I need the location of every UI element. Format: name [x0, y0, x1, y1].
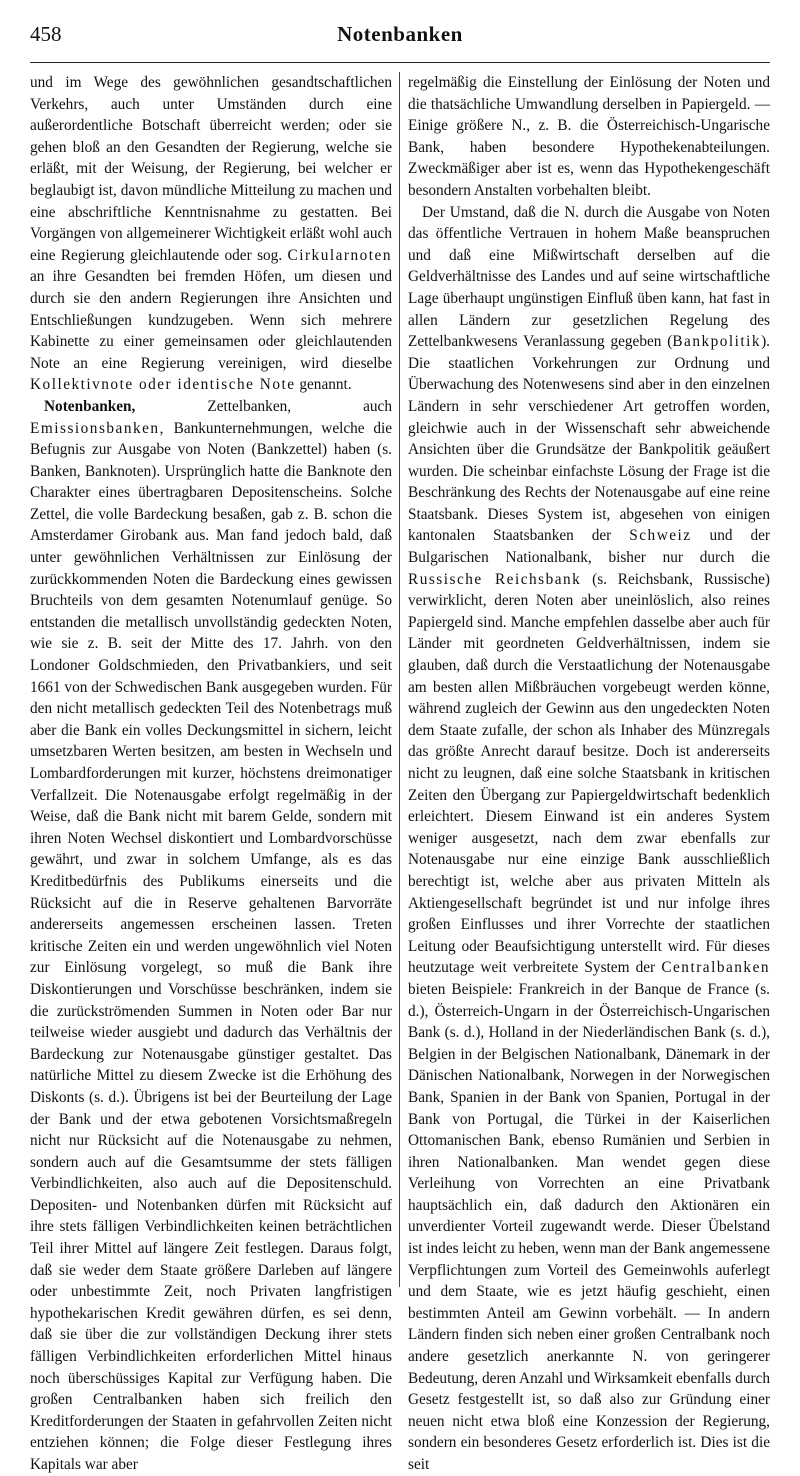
term-kollektivnote: Kollektivnote oder identische Note	[30, 376, 296, 394]
entry-notenbanken	[30, 396, 392, 1476]
text-segment: Bankunternehmungen, welche die Befugnis zur Ausgabe von Noten (Bankzettel) haben (s. Banken, Banknoten). Ursprünglich hatte die Banknote den Charakter eines übertragbaren Depositenscheins. Solche Zettel, die volle Bardeckung besaßen, gab z. B. schon die Amsterdamer Girobank aus. Man fand jedoch bald, daß unter gewöhnlichen Verhältnissen zur Einlösung der zurückkommenden Noten die Bardeckung eines gewissen Bruchteils von dem gesamten Notenumlauf genüge. So entstanden die metallisch unvollständig gedeckten Noten, wie sie z. B. seit der Mitte des 17. Jahrh. von den Londoner Goldschmieden, den Privatbankiers, und seit 1661 von der Schwedischen Bank ausgegeben wurden. Für den nicht metallisch gedeckten Teil des Notenbetrags muß aber die Bank ein volles Deckungsmittel in sichern, leicht umsetzbaren Werten besitzen, am besten in Wechseln und Lombardforderungen mit kurzer, höchstens dreimonatiger Verfallzeit. Die Notenausgabe erfolgt regelmäßig in der Weise, daß die Bank nicht mit barem Gelde, sondern mit ihren Noten Wechsel diskontiert und Lombardvorschüsse gewährt, und zwar in solchem Umfange, als es das Kreditbedürfnis des Publikums einerseits und die Rücksicht auf die in Reserve gehaltenen Barvorräte andererseits angemessen erscheinen lassen. Treten kritische Zeiten ein und werden ungewöhnlich viel Noten zur Einlösung vorgelegt, so muß die Bank ihre Diskontierungen und Vorschüsse beschränken, indem sie die zurückströmenden Summen in Noten oder Bar nur teilweise wieder ausgiebt und dadurch das Verhältnis der Bardeckung zur Notenausgabe günstiger gestaltet. Das natürliche Mittel zu diesem Zwecke ist die Erhöhung des Diskonts (s. d.). Übrigens ist bei der Beurteilung der Lage der Bank und der etwa gebotenen Vorsichtsmaßregeln nicht nur Rücksicht auf die Notenausgabe zu nehmen, sondern auch auf die Gesamtsumme der stets fälligen Verbindlichkeiten, also auch auf die Depositenschuld. Depositen- und Notenbanken dürfen mit Rücksicht auf ihre stets fälligen Verbindlichkeiten keinen beträchtlichen Teil ihrer Mittel auf längere Zeit festlegen. Daraus folgt, daß sie weder dem Staate größere Darleben auf längere oder unbestimmte Zeit, noch Privaten langfristigen hypothekarischen Kredit gewähren dürfen, es sei denn, daß sie über die zur vollständigen Deckung ihrer stets fälligen Verbindlichkeiten erforderlichen Mittel hinaus noch überschüssiges Kapital zur Verfügung haben. Die großen Centralbanken haben sich freilich den Kreditforderungen der Staaten in gefahrvollen Zeiten nicht entziehen können; die Folge dieser Festlegung ihres Kapitals war aber	[30, 419, 393, 1473]
text-segment: an ihre Gesandten bei fremden Höfen, um diesen und durch sie den andern Regierungen ihre Ansichten und Entschließungen kundzugeben. Wenn sich mehrere Kabinette zu einer gemeinsamen oder gleichlautenden Note an eine Regierung vereinigen, wird dieselbe	[30, 268, 392, 372]
page-header	[30, 22, 770, 52]
page-number: 458	[30, 22, 62, 46]
text-segment: (s. Reichsbank, Russische) verwirklicht, deren Noten aber uneinlöslich, also reines Papiergeld sind. Manche empfehlen dasselbe aber auch für Länder mit geordneten Geldverhältnissen, indem sie glauben, daß durch die Verstaatlichung der Notenausgabe am besten allen Mißbräuchen vorgebeugt werden könne, während zugleich der Gewinn aus den ungedeckten Noten dem Staate zufalle, der schon als Inhaber des Münzregals das größte Anrecht darauf besitze. Doch ist andererseits nicht zu leugnen, daß eine solche Staatsbank in kritischen Zeiten den Übergang zur Papiergeldwirtschaft bedenklich erleichtert. Diesem Einwand ist ein anderes System weniger ausgesetzt, nach dem zwar ebenfalls zur Notenausgabe nur eine einzige Bank ausschließlich berechtigt ist, welche aber aus privaten Mitteln als Aktiengesellschaft begründet ist und nur infolge ihres großen Einflusses und ihrer Vorrechte der staatlichen Leitung oder Beaufsichtigung unterstellt wird. Für dieses heutzutage weit verbreitete System der	[408, 570, 770, 977]
right-column	[408, 72, 770, 1476]
running-title: Notenbanken	[337, 22, 463, 46]
term-centralbanken: Centralbanken	[661, 959, 771, 977]
header-rule	[30, 62, 770, 63]
text-segment: bieten Beispiele: Frankreich in der Banque de France (s. d.), Österreich-Ungarn in der Österreichisch-Ungarischen Bank (s. d.), Holland in der Niederländischen Bank (s. d.), Belgien in der Belgischen Nationalbank, Dänemark in der Dänischen Nationalbank, Norwegen in der Norwegischen Bank, Spanien in der Bank von Spanien, Portugal in der Bank von Portugal, die Türkei in der Kaiserlichen Ottomanischen Bank, ebenso Rumänien und Serbien in ihren Nationalbanken. Man wendet gegen diese Verleihung von Vorrechten an eine Privatbank hauptsächlich ein, daß dadurch den Aktionären ein unverdienter Vorteil zugewandt werde. Dieser Übelstand ist indes leicht zu heben, wenn man der Bank angemessene Verpflichtungen zum Vorteil des Gemeinwohls auferlegt und dem Staate, wie es jetzt häufig geschieht, einen bestimmten Anteil am Gewinn vorbehält. — In andern Ländern finden sich neben einer großen Centralbank noch andere gesetzlich anerkannte N. von geringerer Bedeutung, deren Anzahl und Wirksamkeit ebenfalls durch Gesetz festgestellt ist, so daß also zur Gründung einer neuen nicht etwa bloß eine Konzession der Regierung, sondern ein besonderes Gesetz erforderlich ist. Dies ist die seit	[408, 980, 770, 1473]
text-segment: ). Die staatlichen Vorkehrungen zur Ordnung und Überwachung des Notenwesens sind aber in den einzelnen Ländern in sehr verschiedener Art getroffen worden, gleichwie auch in der Wissenschaft sehr abweichende Ansichten über die Grundsätze der Bankpolitik geäußert wurden. Die scheinbar einfachste Lösung der Frage ist die Beschränkung des Rechts der Notenausgabe auf eine reine Staatsbank. Dieses System ist, abgesehen von einigen kantonalen Staatsbanken der	[408, 333, 770, 545]
text-segment: und im Wege des gewöhnlichen gesandtschaftlichen Verkehrs, auch unter Umständen durch eine außerordentliche Botschaft überreicht werden; oder sie gehen bloß an den Gesandten der Regierung, welche sie erläßt, mit der Weisung, der Regierung, bei welcher er beglaubigt ist, davon mündliche Mitteilung zu machen und eine abschriftliche Kenntnisnahme zu gestatten. Bei Vorgängen von allgemeinerer Wichtigkeit erläßt wohl auch eine Regierung gleichlautende oder sog.	[30, 74, 392, 264]
term-schweiz: Schweiz	[629, 527, 692, 545]
text-segment: und der Bulgarischen Nationalbank, bisher nur durch die	[408, 527, 770, 567]
term-bankpolitik: Bankpolitik	[672, 333, 762, 351]
term-emissionsbanken: Emissionsbanken,	[30, 419, 165, 437]
paragraph-bank-policy	[408, 202, 770, 1476]
column-divider	[399, 72, 400, 1287]
text-segment: Der Umstand, daß die N. durch die Ausgabe von Noten das öffentliche Vertrauen in hohem Maße beanspruchen und daß eine Mißwirtschaft derselben auf die Geldverhältnisse des Landes und auf seine wirtschaftliche Lage überhaupt ungünstigen Einfluß üben kann, hat fast in allen Ländern zur gesetzlichen Regelung des Zettelbankwesens Veranlassung gegeben (	[408, 203, 770, 351]
entry-headword: Notenbanken,	[44, 397, 136, 415]
text-segment: Zettelbanken, auch	[207, 397, 392, 415]
left-column	[30, 72, 392, 1476]
term-russische-reichsbank: Russische Reichsbank	[408, 570, 582, 588]
text-segment: genannt.	[299, 376, 352, 394]
paragraph-diplomatic-notes	[30, 72, 392, 396]
term-cirkularnoten: Cirkularnoten	[287, 246, 392, 264]
paragraph-continuation: regelmäßig die Einstellung der Einlösung der Noten und die thatsächliche Umwandlung derselben in Papiergeld. — Einige größere N., z. B. die Österreichisch-Ungarische Bank, haben besondere Hypothekenabteilungen. Zweckmäßiger aber ist es, wenn das Hypothekengeschäft besondern Anstalten vorbehalten bleibt.	[408, 74, 770, 199]
